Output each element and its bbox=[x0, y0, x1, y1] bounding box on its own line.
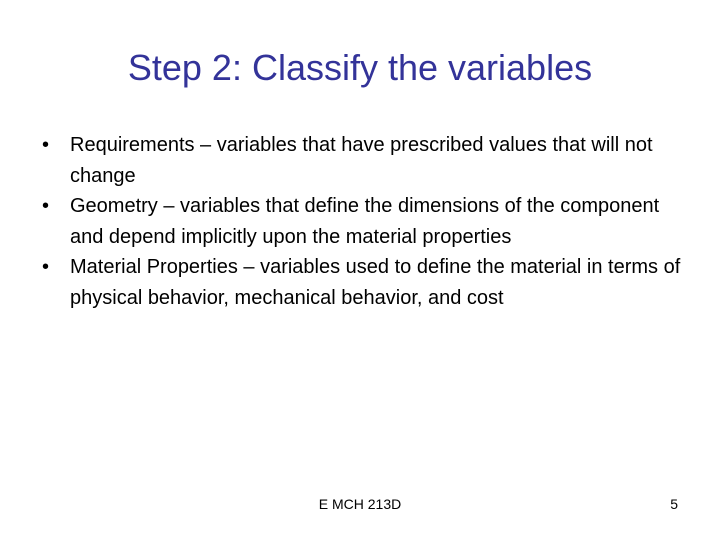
page-number: 5 bbox=[670, 496, 678, 512]
bullet-text: Geometry – variables that define the dimensions of the component and depend implicitly upon the material properties bbox=[70, 195, 660, 248]
bullet-item-material-properties bbox=[42, 252, 682, 313]
bullet-item-geometry bbox=[42, 191, 682, 252]
bullet-marker: • bbox=[42, 195, 50, 217]
footer-course-label: E MCH 213D bbox=[318, 496, 402, 512]
bullet-text: Requirements – variables that have prescribed values that will not change bbox=[70, 134, 653, 187]
bullet-item-requirements bbox=[42, 130, 682, 191]
slide-title: Step 2: Classify the variables bbox=[127, 47, 593, 88]
bullet-marker: • bbox=[42, 134, 50, 156]
bullet-text: Material Properties – variables used to define the material in terms of physical behavior, mechanical behavior, and cost bbox=[70, 256, 681, 309]
bullet-list bbox=[42, 130, 682, 313]
bullet-marker: • bbox=[42, 256, 50, 278]
